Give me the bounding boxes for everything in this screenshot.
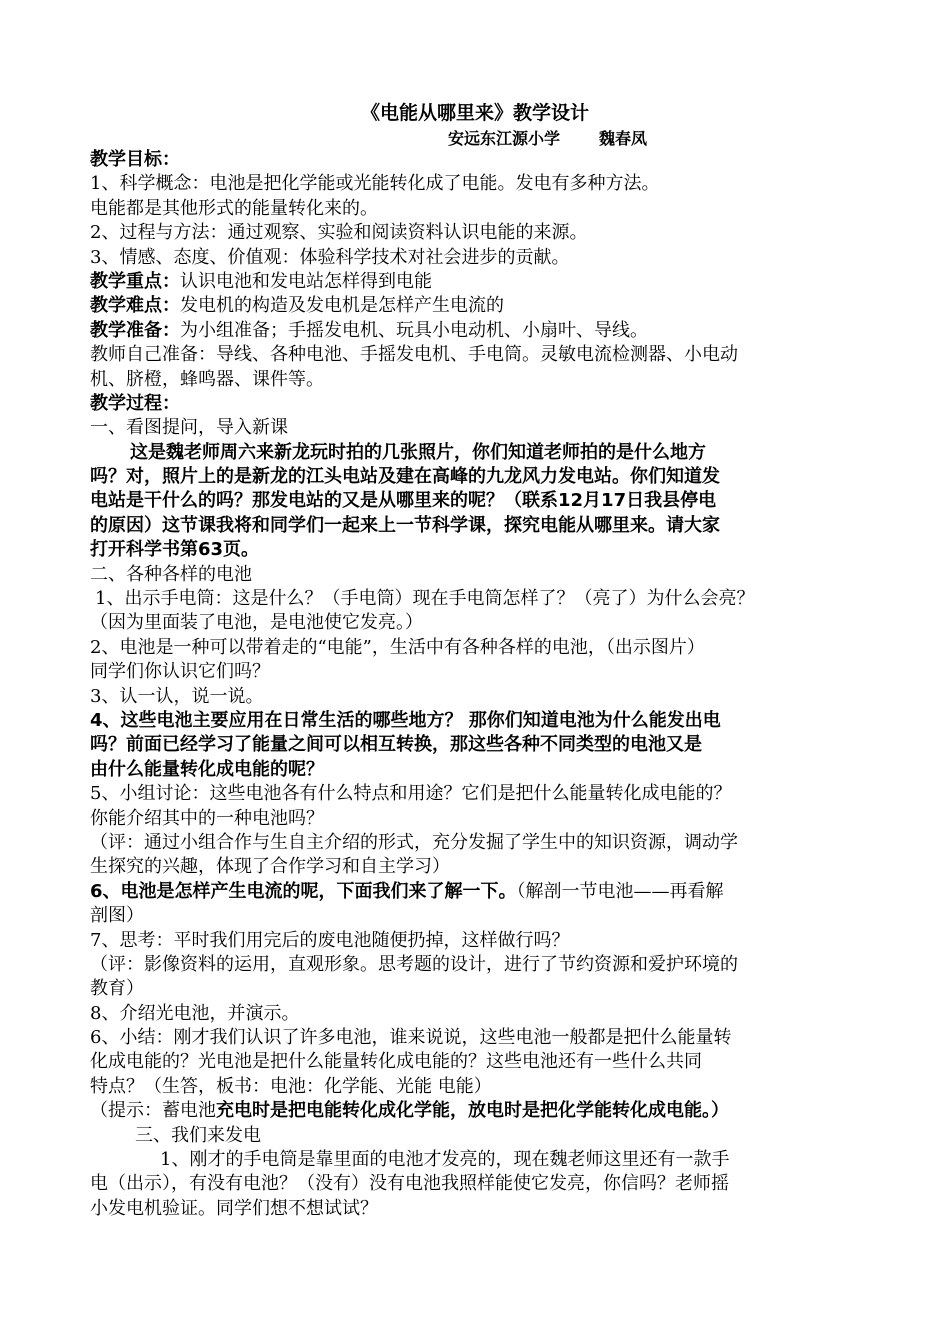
document-body bbox=[90, 148, 870, 1221]
paragraph-line: 由什么能量转化成电能的呢？ bbox=[90, 758, 324, 780]
key-point-line: 教学重点：认识电池和发电站怎样得到电能 bbox=[90, 270, 432, 292]
paragraph-line: 3、情感、态度、价值观：体验科学技术对社会进步的贡献。 bbox=[90, 246, 570, 268]
paragraph-line: 8、介绍光电池，并演示。 bbox=[90, 1002, 300, 1024]
comment-line: 生探究的兴趣，体现了合作学习和自主学习） bbox=[90, 856, 450, 878]
subsection-heading: 一、看图提问，导入新课 bbox=[90, 417, 288, 439]
paragraph-line: 4、这些电池主要应用在日常生活的哪些地方？ 那你们知道电池为什么能发出电 bbox=[90, 709, 721, 731]
subsection-heading: 三、我们来发电 bbox=[135, 1124, 261, 1146]
paragraph-line: 机、脐橙，蜂鸣器、课件等。 bbox=[90, 368, 324, 390]
paragraph-line: 吗？前面已经学习了能量之间可以相互转换，那这些各种不同类型的电池又是 bbox=[90, 734, 702, 756]
paragraph-line: 5、小组讨论：这些电池各有什么特点和用途？它们是把什么能量转化成电能的？ bbox=[90, 783, 732, 805]
paragraph-line: 电（出示），有没有电池？（没有）没有电池我照样能使它发亮，你信吗？老师摇 bbox=[90, 1173, 729, 1195]
paragraph-line: 吗？对，照片上的是新龙的江头电站及建在高峰的九龙风力发电站。你们知道发 bbox=[90, 466, 720, 488]
paragraph-line: 2、电池是一种可以带着走的“电能”，生活中有各种各样的电池，（出示图片） bbox=[90, 636, 705, 658]
paragraph-line: 1、刚才的手电筒是靠里面的电池才发亮的，现在魏老师这里还有一款手 bbox=[160, 1149, 730, 1171]
paragraph-line: 6、小结：刚才我们认识了许多电池，谁来说说，这些电池一般都是把什么能量转 bbox=[90, 1027, 732, 1049]
paragraph-line: 6、电池是怎样产生电流的呢，下面我们来了解一下。（解剖一节电池——再看解 bbox=[90, 880, 724, 902]
paragraph-line: （因为里面装了电池，是电池使它发亮。） bbox=[90, 612, 423, 634]
difficulty-line: 教学难点：发电机的构造及发电机是怎样产生电流的 bbox=[90, 295, 504, 317]
paragraph-line: 教师自己准备：导线、各种电池、手摇发电机、手电筒。灵敏电流检测器、小电动 bbox=[90, 344, 738, 366]
hint-line: （提示：蓄电池充电时是把电能转化成化学能，放电时是把化学能转化成电能。） bbox=[90, 1100, 729, 1122]
comment-line: （评：通过小组合作与生自主介绍的形式，充分发掘了学生中的知识资源，调动学 bbox=[90, 831, 738, 853]
section-heading: 教学过程： bbox=[90, 392, 180, 414]
paragraph-line: 小发电机验证。同学们想不想试试？ bbox=[90, 1197, 378, 1219]
preparation-line: 教学准备：为小组准备；手摇发电机、玩具小电动机、小扇叶、导线。 bbox=[90, 319, 648, 341]
paragraph-line: 化成电能的？光电池是把什么能量转化成电能的？这些电池还有一些什么共同 bbox=[90, 1051, 702, 1073]
paragraph-line: 电站是干什么的吗？那发电站的又是从哪里来的呢？（联系12月17日我县停电 bbox=[90, 490, 717, 512]
section-heading: 教学目标： bbox=[90, 149, 180, 170]
paragraph-line: 这是魏老师周六来新龙玩时拍的几张照片，你们知道老师拍的是什么地方 bbox=[130, 441, 706, 463]
paragraph-line: 打开科学书第63页。 bbox=[90, 539, 260, 561]
paragraph-line: 3、认一认，说一说。 bbox=[90, 685, 264, 707]
paragraph-line: 你能介绍其中的一种电池吗？ bbox=[90, 807, 324, 829]
subsection-heading: 二、各种各样的电池 bbox=[90, 563, 252, 585]
comment-line: （评：影像资料的运用，直观形象。思考题的设计，进行了节约资源和爱护环境的 bbox=[90, 953, 738, 975]
comment-line: 教育） bbox=[90, 978, 144, 1000]
document-title: 《电能从哪里来》教学设计 bbox=[360, 102, 589, 124]
paragraph-line: 特点？（生答，板书：电池：化学能、光能 电能） bbox=[90, 1075, 492, 1097]
paragraph-line: 剖图） bbox=[90, 905, 144, 927]
paragraph-line: 的原因）这节课我将和同学们一起来上一节科学课，探究电能从哪里来。请大家 bbox=[90, 514, 720, 536]
paragraph-line: 1、科学概念：电池是把化学能或光能转化成了电能。发电有多种方法。 bbox=[90, 173, 660, 195]
paragraph-line: 7、思考：平时我们用完后的废电池随便扔掉，这样做行吗？ bbox=[90, 929, 570, 951]
paragraph-line: 同学们你认识它们吗？ bbox=[90, 661, 270, 683]
paragraph-line: 2、过程与方法：通过观察、实验和阅读资料认识电能的来源。 bbox=[90, 222, 588, 244]
paragraph-line: 电能都是其他形式的能量转化来的。 bbox=[90, 197, 378, 219]
author-line: 安远东江源小学 魏春凤 bbox=[448, 129, 647, 148]
paragraph-line: 1、出示手电筒：这是什么？（手电筒）现在手电筒怎样了？（亮了）为什么会亮？ bbox=[95, 588, 755, 610]
